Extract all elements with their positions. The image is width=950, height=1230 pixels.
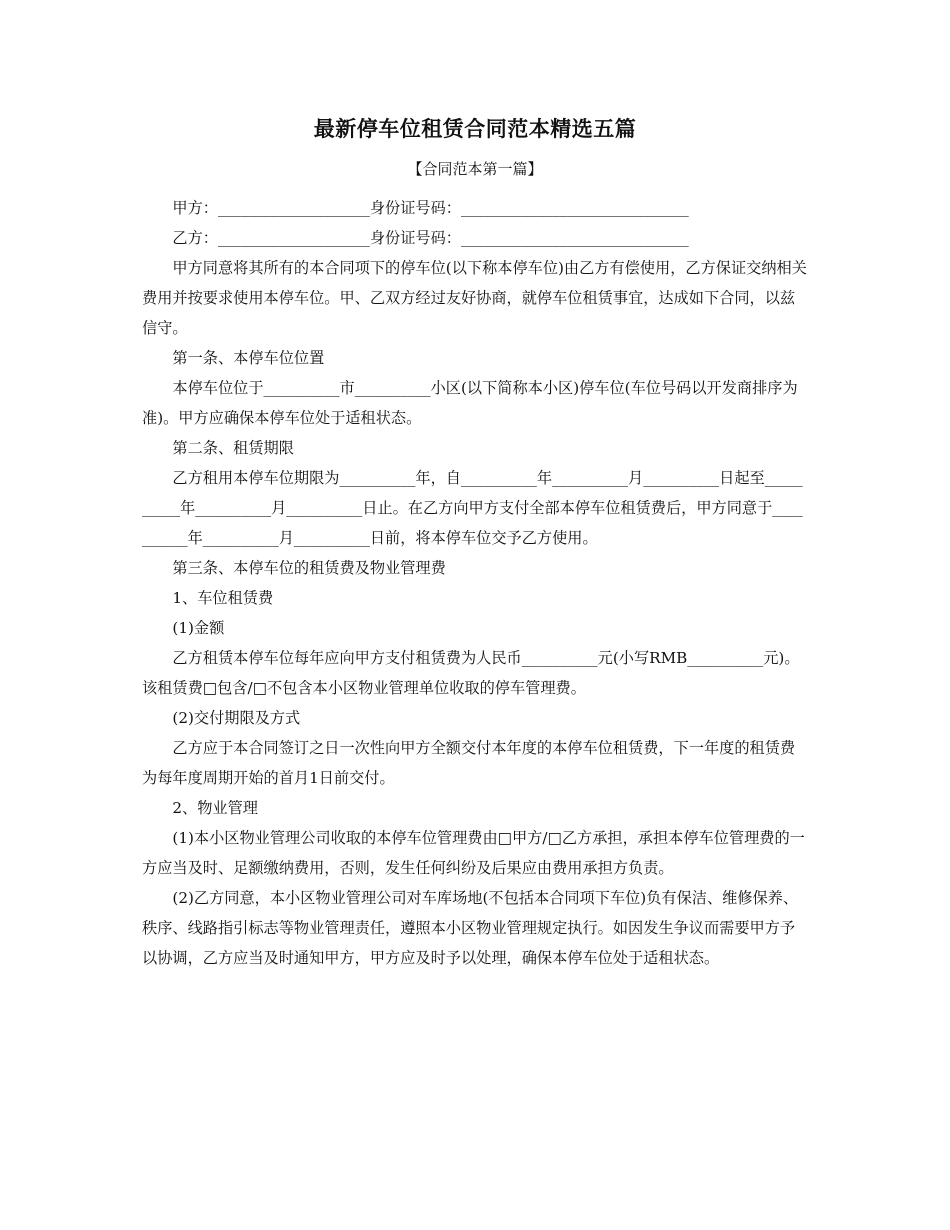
section-heading: 1、车位租赁费 <box>172 589 274 607</box>
document-title: 最新停车位租赁合同范本精选五篇 <box>313 117 637 141</box>
subsection-heading: (1)金额 <box>172 619 225 637</box>
article-paragraph: (2)乙方同意，本小区物业管理公司对车库场地(不包括本合同项下车位)负有保洁、维修保养、秩序、线路指引标志等物业管理责任，遵照本小区物业管理规定执行。如因发生争议而需要甲方予以协调，乙方应当及时通知甲方，甲方应及时予以处理，确保本停车位处于适租状态。 <box>142 889 799 967</box>
preamble-paragraph: 甲方同意将其所有的本合同项下的停车位(以下称本停车位)由乙方有偿使用，乙方保证交纳相关费用并按要求使用本停车位。甲、乙双方经过友好协商，就停车位租赁事宜，达成如下合同，以兹信守。 <box>142 259 807 337</box>
article-heading: 第三条、本停车位的租赁费及物业管理费 <box>172 559 446 577</box>
article-paragraph: (1)本小区物业管理公司收取的本停车位管理费由□甲方/□乙方承担，承担本停车位管理费的一方应当及时、足额缴纳费用，否则，发生任何纠纷及后果应由费用承担方负责。 <box>142 829 805 877</box>
subsection-heading: (2)交付期限及方式 <box>172 709 301 727</box>
article-paragraph: 乙方应于本合同签订之日一次性向甲方全额交付本年度的本停车位租赁费，下一年度的租赁费为每年度周期开始的首月1日前交付。 <box>142 739 796 787</box>
article-paragraph: 本停车位位于__________市__________小区(以下简称本小区)停车位(车位号码以开发商排序为准)。甲方应确保本停车位处于适租状态。 <box>142 379 798 427</box>
document-subtitle: 【合同范本第一篇】 <box>407 160 543 178</box>
party-b-line: 乙方：____________________身份证号码：______________________________ <box>172 229 689 247</box>
document-body <box>142 193 810 973</box>
article-paragraph: 乙方租赁本停车位每年应向甲方支付租赁费为人民币__________元(小写RMB__________元)。该租赁费□包含/□不包含本小区物业管理单位收取的停车管理费。 <box>142 649 800 697</box>
article-heading: 第二条、租赁期限 <box>172 439 294 457</box>
article-heading: 第一条、本停车位位置 <box>172 349 325 367</box>
section-heading: 2、物业管理 <box>172 799 258 817</box>
party-a-line: 甲方：____________________身份证号码：______________________________ <box>172 199 689 217</box>
article-paragraph: 乙方租用本停车位期限为__________年，自__________年__________月__________日起至__________年__________月__________日止。在乙方向甲方支付全部本停车位租赁费后，甲方同意于__________年__________月__________日前，将本停车位交予乙方使用。 <box>142 469 803 547</box>
